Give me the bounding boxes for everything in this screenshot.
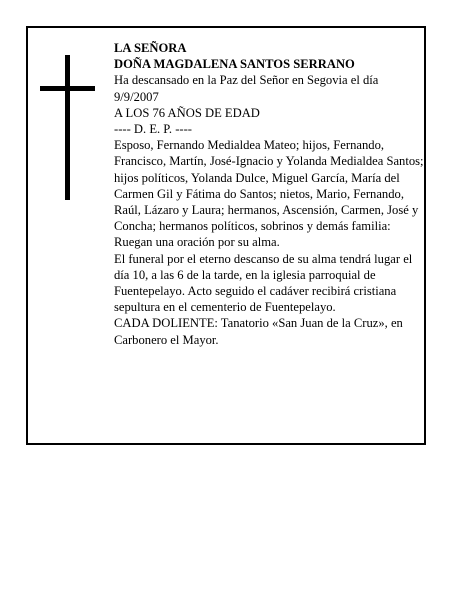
family-list: Esposo, Fernando Medialdea Mateo; hijos, Fernando, Francisco, Martín, José-Ignacio y Yolanda Medialdea Santos; hijos políticos, Yolanda Dulce, Miguel García, María del Carmen Gil y Fátima do Santos; nietos, Mario, Fernando, Raúl, Lázaro y Laura; hermanos, Ascensión, Carmen, José y Concha; hermanos políticos, sobrinos y demás familia: — [114, 138, 424, 234]
cross-vertical-bar — [65, 55, 70, 200]
condolences-location: CADA DOLIENTE: Tanatorio «San Juan de la Cruz», en Carbonero el Mayor. — [114, 316, 403, 347]
deceased-name: DOÑA MAGDALENA SANTOS SERRANO — [114, 57, 355, 72]
prayer-request: Ruegan una oración por su alma. — [114, 235, 280, 250]
obituary-notice — [26, 26, 426, 445]
notice-text — [114, 40, 424, 348]
cross-icon — [40, 55, 95, 200]
cross-horizontal-bar — [40, 86, 95, 91]
age-line: A LOS 76 AÑOS DE EDAD — [114, 105, 260, 120]
funeral-details: El funeral por el eterno descanso de su alma tendrá lugar el día 10, a las 6 de la tarde, en la iglesia parroquial de Fuentepelayo. Acto seguido el cadáver recibirá cristiana sepultura en el cementerio de Fuentepelayo. — [114, 251, 413, 315]
rip-line: ---- D. E. P. ---- — [114, 122, 192, 137]
notice-heading: LA SEÑORA — [114, 41, 187, 55]
rest-statement: Ha descansado en la Paz del Señor en Segovia el día 9/9/2007 — [114, 73, 379, 104]
